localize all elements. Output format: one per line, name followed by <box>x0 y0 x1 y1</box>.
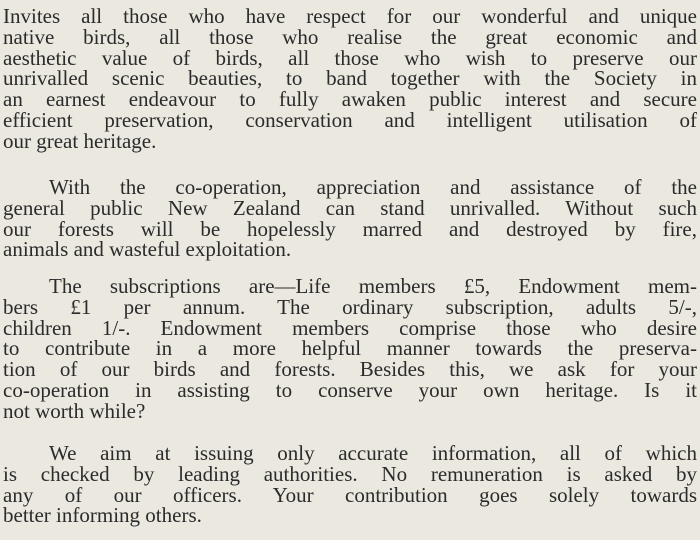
paragraph-line: tion of our birds and forests. Besides this, we ask for your <box>3 357 697 382</box>
paragraph-line: general public New Zealand can stand unrivalled. Without such <box>3 195 697 220</box>
paragraph-line: co-operation in assisting to conserve your own heritage. Is it <box>3 377 697 402</box>
paragraph-subscriptions <box>3 276 697 422</box>
paragraph-line: any of our officers. Your contribution goes solely towards <box>3 482 697 507</box>
paragraph-line: our great heritage. <box>3 128 157 153</box>
paragraph-line: to contribute in a more helpful manner towards the preserva- <box>3 336 697 361</box>
paragraph-line: animals and wasteful exploitation. <box>3 237 292 262</box>
paragraph-line: The subscriptions are—Life members £5, Endowment mem- <box>49 274 697 298</box>
paragraph-invitation <box>3 6 697 152</box>
paragraph-line: native birds, all those who realise the great economic and <box>3 24 697 49</box>
paragraph-line: bers £1 per annum. The ordinary subscription, adults 5/-, <box>3 294 697 319</box>
paragraph-line: not worth while? <box>3 398 146 423</box>
paragraph-line: aesthetic value of birds, all those who wish to preserve our <box>3 45 697 70</box>
paragraph-line: efficient preservation, conservation and intelligent utilisation of <box>3 107 697 132</box>
paragraph-line: is checked by leading authorities. No remuneration is asked by <box>3 461 697 486</box>
paragraph-line: Invites all those who have respect for our wonderful and unique <box>3 4 697 28</box>
paragraph-cooperation <box>3 177 697 260</box>
paragraph-line: better informing others. <box>3 503 202 528</box>
paragraph-line: We aim at issuing only accurate information, all of which <box>49 441 697 465</box>
paragraph-line: children 1/-. Endowment members comprise those who desire <box>3 315 697 340</box>
paragraph-line: an earnest endeavour to fully awaken public interest and secure <box>3 87 697 112</box>
paragraph-accuracy <box>3 443 697 526</box>
paragraph-line: our forests will be hopelessly marred and destroyed by fire, <box>3 216 697 241</box>
paragraph-line: With the co-operation, appreciation and assistance of the <box>49 175 697 199</box>
paragraph-line: unrivalled scenic beauties, to band together with the Society in <box>3 66 697 91</box>
